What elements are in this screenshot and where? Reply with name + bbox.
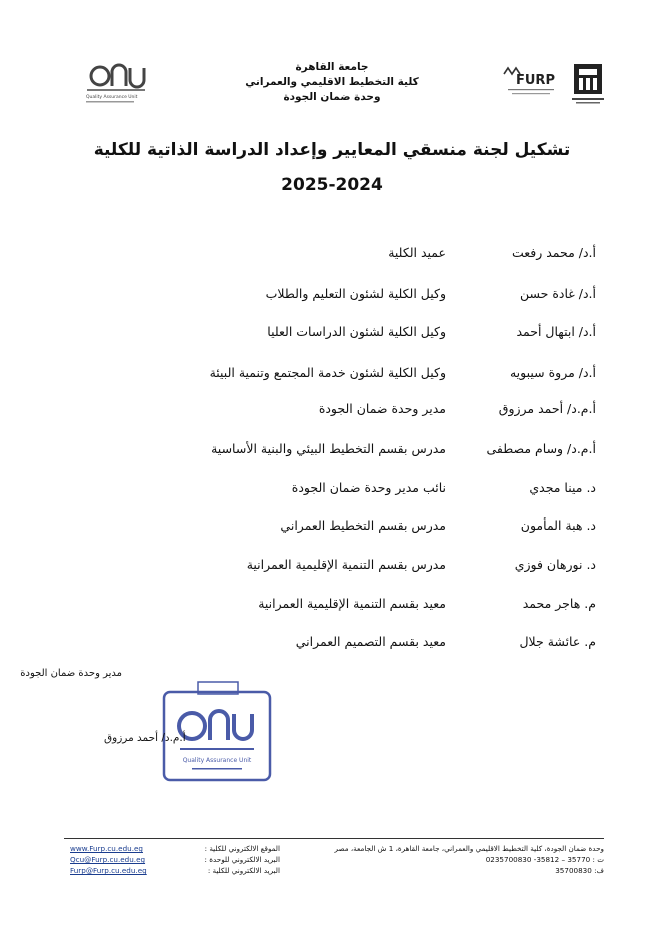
member-name: أ.د/ محمد رفعت: [511, 245, 596, 260]
list-item: [0, 518, 664, 538]
list-item: [0, 596, 664, 616]
furp-logo-text: FURP: [516, 73, 555, 88]
list-item: [0, 286, 664, 306]
member-role: مدير وحدة ضمان الجودة: [318, 401, 446, 416]
stamp-text: Quality Assurance Unit: [182, 757, 252, 764]
signatory-name: أ.م.د/ أحمد مرزوق: [104, 732, 186, 744]
footer-fax-row: [304, 865, 604, 876]
unit-email-link[interactable]: Qcu@Furp.cu.edu.eg: [70, 855, 146, 864]
member-role: مدرس بقسم التنمية الإقليمية العمرانية: [246, 557, 446, 572]
member-name: م. هاجر محمد: [522, 596, 596, 611]
document-title: تشكيل لجنة منسقي المعايير وإعداد الدراسة الذاتية للكلية: [93, 140, 571, 160]
member-role: عميد الكلية: [388, 245, 446, 260]
member-name: أ.م.د/ أحمد مرزوق: [498, 401, 596, 416]
footer-address-block: [304, 843, 604, 876]
footer-unit-email-row: [70, 854, 280, 865]
member-name: د. نورهان فوزي: [514, 557, 596, 572]
member-name: د. هبة المأمون: [520, 518, 596, 533]
member-role: وكيل الكلية لشئون خدمة المجتمع وتنمية البيئة: [209, 365, 446, 380]
member-name: م. عائشة جلال: [519, 634, 596, 649]
website-link[interactable]: www.Furp.cu.edu.eg: [70, 844, 143, 853]
member-name: أ.د/ غادة حسن: [519, 286, 596, 301]
faculty-name: كلية التخطيط الاقليمي والعمراني: [245, 76, 419, 88]
footer-address: وحدة ضمان الجودة، كلية التخطيط الاقليمي والعمراني، جامعة القاهرة، 1 ش الجامعة، مصر: [334, 844, 604, 853]
qau-logo-text: Quality Assurance Unit: [86, 95, 138, 100]
footer-contacts: [70, 843, 280, 876]
footer-faculty-email-row: [70, 865, 280, 876]
list-item: [0, 401, 664, 421]
phone-number: 0235700830 -35812 – 35770: [485, 855, 591, 864]
phone-label: ت :: [592, 855, 604, 864]
fax-label: ف:: [594, 866, 604, 875]
member-role: نائب مدير وحدة ضمان الجودة: [291, 480, 446, 495]
list-item: [0, 245, 664, 265]
member-role: معيد بقسم التصميم العمراني: [295, 634, 446, 649]
member-role: مدرس بقسم التخطيط العمراني: [280, 518, 446, 533]
faculty-email-label: البريد الالكتروني للكلية :: [207, 866, 280, 875]
member-name: د. مينا مجدي: [529, 480, 596, 495]
website-label: الموقع الالكتروني للكلية :: [204, 844, 280, 853]
list-item: [0, 441, 664, 461]
member-role: مدرس بقسم التخطيط البيئي والبنية الأساسية: [211, 441, 446, 456]
unit-name: وحدة ضمان الجودة: [283, 91, 381, 103]
faculty-email-link[interactable]: Furp@Furp.cu.edu.eg: [70, 866, 147, 875]
footer-phone-row: [304, 854, 604, 865]
fax-number: 35700830: [555, 866, 592, 875]
unit-email-label: البريد الالكتروني للوحدة :: [204, 855, 280, 864]
signature-title: مدير وحدة ضمان الجودة: [20, 668, 122, 679]
list-item: [0, 634, 664, 654]
member-name: أ.د/ ابتهال أحمد: [516, 324, 596, 339]
header-text: [0, 60, 664, 105]
footer-website-row: [70, 843, 280, 854]
document-year: 2025-2024: [281, 175, 383, 195]
member-role: معيد بقسم التنمية الإقليمية العمرانية: [258, 596, 446, 611]
list-item: [0, 557, 664, 577]
member-name: أ.م.د/ وسام مصطفى: [486, 441, 596, 456]
university-name: جامعة القاهرة: [295, 61, 369, 73]
member-name: أ.د/ مروة سيبويه: [509, 365, 596, 380]
list-item: [0, 480, 664, 500]
member-role: وكيل الكلية لشئون الدراسات العليا: [267, 324, 446, 339]
list-item: [0, 365, 664, 385]
member-role: وكيل الكلية لشئون التعليم والطلاب: [265, 286, 446, 301]
footer-divider: [64, 838, 604, 839]
list-item: [0, 324, 664, 344]
